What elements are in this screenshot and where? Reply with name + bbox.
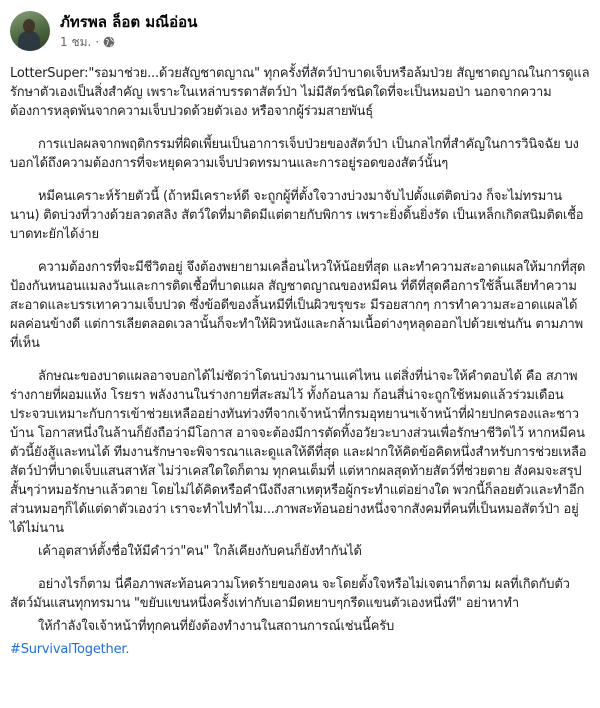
globe-icon[interactable] [103, 36, 115, 48]
post-paragraph: เค้าอุตสาห์ตั้งชื่อให้มีคำว่า"คน" ใกล้เคียงกับคนก็ยังทำกันได้ [38, 544, 362, 559]
post-header [10, 8, 590, 54]
post-paragraph: LotterSuper:"รอมาช่วย...ด้วยสัญชาตญาณ" ทุกครั้งที่สัตว์ป่าบาดเจ็บหรือล้มป่วย สัญชาตญาณในการดูแลรักษาตัวเองเป็นสิ่งสำคัญ เพราะในเหล่าบรรดาสัตว์ป่า ไม่มีสัตว์ชนิดใดที่จะเป็นหมอป่า นอกจากความต้องการหลุดพ้นจากความเจ็บปวดด้วยตัวเอง หรือจากผู้ร่วมสายพันธุ์ [10, 66, 590, 119]
hashtag-link[interactable]: #SurvivalTogether. [10, 642, 130, 657]
post-time-row [60, 34, 197, 50]
post-body [10, 64, 590, 659]
post-paragraph: อย่างไรก็ตาม นี่คือภาพสะท้อนความโหดร้ายของคน จะโดยตั้งใจหรือไม่เจตนาก็ตาม ผลที่เกิดกับตัวสัตว์มันแสนทุกทรมาน "ขยับแขนหนึ่งครั้งเท่ากับเอามีดหยาบๆกรีดแขนตัวเองหนึ่งที" อย่าหาทำ [10, 577, 570, 611]
post-paragraph: ลักษณะของบาดแผลอาจบอกได้ไม่ชัดว่าโดนบ่วงมานานแค่ไหน แต่สิ่งที่น่าจะให้คำตอบได้ คือ สภาพร่างกายที่ผอมแห้ง โรยรา พลังงานในร่างกายที่สะสมไว้ ทั้งก้อนลาม ก้อนสี่น่าจะถูกใช้หมดแล้วร่วมเดือน ประจวบเหมาะกับการเข้าช่วยเหลืออย่างทันท่วงทีจากเจ้าหน้าที่กรมอุทยานฯเจ้าหน้าที่ฝ่ายปกครองและชาวบ้าน โอกาสหนึ่งในล้านก็ยังถือว่ามีโอกาส อาจจะต้องมีการตัดทิ้งอวัยวะบางส่วนเพื่อรักษาชีวิตไว้ หากหมีคนตัวนี้ยังสู้และทนได้ ทีมงานรักษาจะพิจารณาและดูแลให้ดีที่สุด และฝากให้คิดข้อคิดหนึ่งสำหรับการช่วยเหลือสัตว์ป่าที่บาดเจ็บแสนสาหัส ไม่ว่าเคสใดใดก็ตาม ทุกคนเต็มที่ แต่หากผลสุดท้ายสัตว์ที่ช่วยตาย สังคมจะสรุปสั้นๆว่าหมอรักษาแล้วตาย โดยไม่ได้คิดหรือคำนึงถึงสาเหตุหรือผู้กระทำแต่อย่างใด พวกนี้ก็ลอยตัวและทำอีก ส่วนหมอๆก็ได้แต่ดาตัวเองว่า เราจะทำไปทำไม...ภาพสะท้อนอย่างหนึ่งจากสังคมที่คนที่เป็นหมอสัตว์ป่า อยู่ได้ไม่นาน [10, 369, 587, 536]
post-timestamp[interactable]: 1 ชม. [60, 34, 92, 49]
post-paragraph: การแปลผลจากพฤติกรรมที่ผิดเพี้ยนเป็นอาการเจ็บป่วยของสัตว์ป่า เป็นกลไกที่สำคัญในการวินิจฉัย บงบอกได้ถึงความต้องการที่จะหยุดความเจ็บปวดทรมานและการอยู่รอดของสัตว์นั้นๆ [10, 137, 579, 171]
avatar[interactable] [10, 11, 50, 51]
separator-dot: · [95, 34, 100, 49]
author-name[interactable]: ภัทรพล ล็อต มณีอ่อน [60, 12, 198, 31]
post-meta [60, 13, 197, 50]
post-paragraph: หมีคนเคราะห์ร้ายตัวนี้ (ถ้าหมีเคราะห์ดี จะถูกผู้ที่ตั้งใจวางบ่วงมาจับไปตั้งแต่ติดบ่วง ก็จะไม่ทรมานนาน) ติดบ่วงที่วางด้วยลวดสลิง สัตว์ใดที่มาติดมีแต่ตายกับพิการ เพราะยิ่งดิ้นยิ่งรัด เป็นเหล็กเกิดสนิมติดเชื้อบาดทะยักได้ง่าย [10, 189, 584, 242]
post-paragraph: ให้กำลังใจเจ้าหน้าที่ทุกคนที่ยังต้องทำงานในสถานการณ์เช่นนี้ครับ [38, 619, 395, 634]
post-paragraph: ความต้องการที่จะมีชีวิตอยู่ จึงต้องพยายามเคลื่อนไหวให้น้อยที่สุด และทำความสะอาดแผลให้มากที่สุด ป้องกันหนอนแมลงวันและการติดเชื้อที่บาดแผล สัญชาตญาณของหมีคน ที่ดีที่สุดคือการใช้ลิ้นเลียทำความสะอาดและบรรเทาความเจ็บปวด ซึ่งข้อดีของลิ้นหมีที่เป็นผิวขรุขระ มีรอยสากๆ การทำความสะอาดแผลได้ผลค่อนข้างดี แต่การเลียตลอดเวลานั้นก็จะทำให้ผิวหนังและกล้ามเนื้อต่างๆหลุดออกไปด้วยเช่นกัน ตามภาพที่เห็น [10, 260, 586, 351]
